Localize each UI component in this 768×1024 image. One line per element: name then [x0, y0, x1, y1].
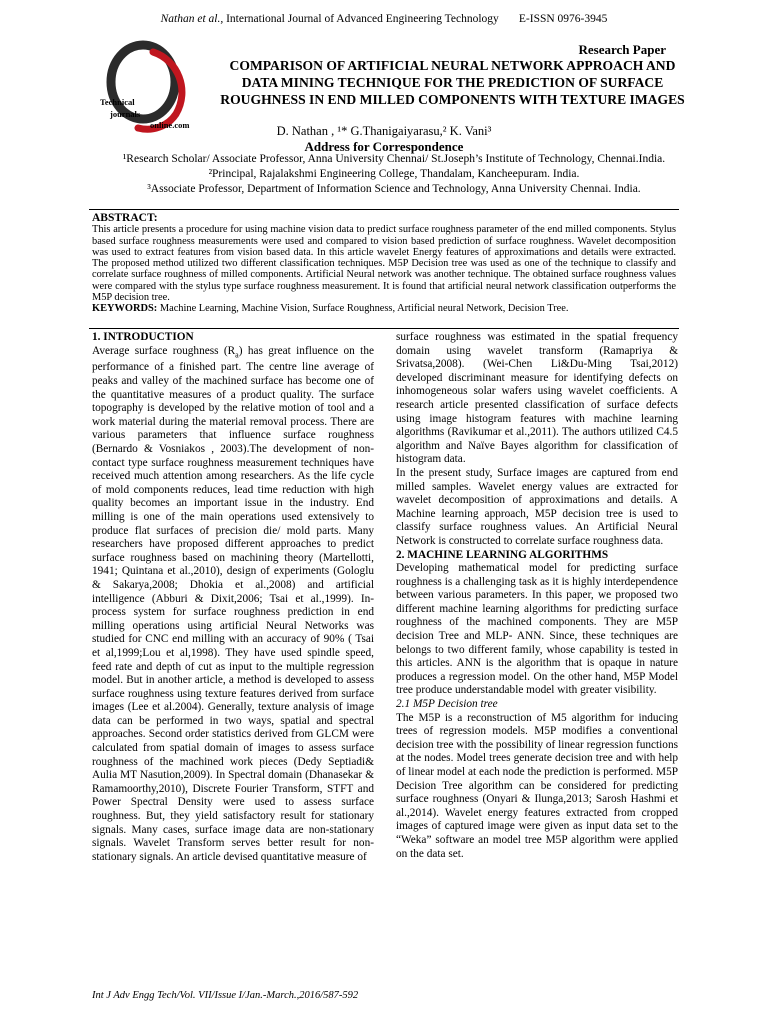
abstract-block — [92, 213, 676, 315]
left-column — [92, 331, 374, 864]
right-paragraph-2: In the present study, Surface images are captured from end milled samples. Wavelet energy values are extracted for wavelet decomposition of approximations and details. A Machine learning approach, M5P decision tree is used to classify surface roughness values. An Artificial Neural Network is constructed to correlate surface roughness data. — [396, 466, 678, 547]
paper-type: Research Paper — [578, 42, 666, 57]
divider-top — [89, 209, 679, 210]
right-paragraph-4: The M5P is a reconstruction of M5 algorithm for inducing trees of regression models. M5P modifies a conventional decision tree with the possibility of linear regression functions at the nodes. Model trees generate decision tree and with help of linear model at each node the prediction is performed. M5P Decision Tree algorithm can be considered for predicting surface roughness (Onyari & Ilunga,2013; Sarosh Hashmi et al.,2014). Wavelet energy features extracted from cropped images of captured image were given as input data set to the “Weka” software an model tree M5P algorithm were applied on the data set. — [396, 711, 678, 860]
ra-subscript: a — [235, 349, 239, 359]
subsection-2-1-heading: 2.1 M5P Decision tree — [396, 698, 498, 711]
intro-paragraph — [92, 345, 374, 865]
keywords-text: Machine Learning, Machine Vision, Surface Roughness, Artificial neural Network, Decision Tree. — [157, 303, 569, 315]
divider-abstract — [89, 328, 679, 329]
affiliation-3: ³Associate Professor, Department of Information Science and Technology, Anna University Chennai. India. — [147, 183, 641, 195]
running-header — [0, 13, 768, 25]
header-journal: International Journal of Advanced Engineering Technology — [223, 13, 499, 25]
keywords-label: KEYWORDS: — [92, 303, 158, 315]
right-paragraph-1: surface roughness was estimated in the spatial frequency domain using wavelet transform (Ramapriya & Srivatsa,2008). (Wei-Chen Li&Du-Ming Tsai,2012) developed discriminant measure for identifying defects on inhomogeneous solar wafers using wavelet coefficients. A research article presented classification of surface defects using image histogram features with machine learning algorithms (Ravikumar et al.,2011). The authors utilized C4.5 algorithm and Naïve Bayes algorithm for classification of histogram data. — [396, 331, 678, 466]
address-heading: Address for Correspondence — [304, 139, 464, 154]
paper-title: COMPARISON OF ARTIFICIAL NEURAL NETWORK APPROACH AND DATA MINING TECHNIQUE FOR THE PREDICTION OF SURFACE ROUGHNESS IN END MILLED COMPONENTS WITH TEXTURE IMAGES — [220, 58, 685, 107]
logo-text-3: online.com — [150, 120, 190, 130]
intro-text-b: ) has great influence on the performance of a finished part. The centre line average of peaks and valley of the machined surface has become one of the quantitative measures of a product quality. The surface topography is developed by the relative motion of tool and a work material during the material removal process. There are various parameters that influence surface roughness (Bernardo & Vosniakos , 2003).The development of non-contact type surface roughness measurement techniques have received much attention among researchers. As the life cycle of mold components reduces, lead time reduction with high quality becomes an important issue in the industry. End milling is one of the main operations used extensively to produce flat surfaces of precision die/ mold parts. Many researchers have proposed different approaches to predict surface roughness based on machining theory (Martellotti, 1941; Quintana et al.,2010), design of experiments (Gologlu & Sakarya,2008; Dhokia et al.,2008) and artificial intelligence (Abburi & Dixit,2006; Tsai et al.,1999). In-process system for surface roughness prediction in end milling operations using artificial Neural Networks was studied for CNC end milling with an accuracy of 90% ( Tsai et al,1999;Lou et al,1998). They have used spindle speed, feed rate and depth of cut as input to the multiple regression model. But in another article, a method is developed to assess surface roughness using texture features derived from surface images (Lee et al.2004). Generally, texture analysis of image data can be performed in two ways, spatial and spectral approaches. Second order statistics derived from GLCM were calculated from spatial domain of images to assess surface roughness of the machined work pieces (Dedy Septiadi& Aulia MT Nasution,2009). In Spectral domain (Dhanasekar & Ramamoorthy,2010), Discrete Fourier Transform, STFT and Power Spectral Density were used to assess surface roughness. But, they yield satisfactory result for stationary signals. Many cases, surface image data are non-stationary signals. Wavelet Transform serves better result for non-stationary signals. An article devised quantitative measure of — [92, 344, 374, 863]
affiliations — [104, 152, 684, 197]
authors-line: D. Nathan , ¹* G.Thanigaiyarasu,² K. Vani³ — [276, 124, 492, 138]
affiliation-1: ¹Research Scholar/ Associate Professor, Anna University Chennai/ St.Joseph’s Institute of Technology, Chennai.India. — [122, 153, 666, 165]
logo-text-1: Technical — [100, 97, 135, 107]
logo-text-2: journals — [110, 109, 141, 119]
affiliation-2: ²Principal, Rajalakshmi Engineering College, Thandalam, Kancheepuram. India. — [208, 168, 580, 180]
keywords — [92, 303, 676, 314]
section-1-heading: 1. INTRODUCTION — [92, 331, 194, 343]
header-issn: E-ISSN 0976-3945 — [518, 13, 608, 25]
intro-text-a: Average surface roughness (R — [92, 344, 236, 357]
section-2-heading: 2. MACHINE LEARNING ALGORITHMS — [396, 548, 609, 561]
right-paragraph-3: Developing mathematical model for predicting surface roughness is a challenging task as it is highly interdependence between various parameters. In this paper, we proposed two different machine learning algorithms for predicting surface roughness of the machined components. They are M5P decision Tree and MLP- ANN. Since, these techniques are belongs to two different family, whose capability is tested in this articles. ANN is the algorithm that is opaque in nature produces a regression model. On the other hand, M5P Model tree produce understandable model with greater visibility. — [396, 562, 678, 697]
right-column — [396, 331, 678, 861]
abstract-heading: ABSTRACT: — [92, 212, 158, 224]
abstract-text: This article presents a procedure for using machine vision data to predict surface roughness parameter of the end milled components. Stylus based surface roughness measurements were used and compared to vision based prediction of surface roughness. Wavelet decomposition was used to extract features from vision based data. In this article wavelet Energy features of approximations and details were extracted. The proposed method utilized two different classification techniques. M5P Decision tree was used as one of the technique to classify and correlate surface roughness of milled components. Artificial Neural network was another technique. The obtained surface roughness values were compared with the stylus type surface roughness measurement. It is found that artificial neural network classification outperforms the M5P decision tree. — [92, 224, 676, 304]
page-footer: Int J Adv Engg Tech/Vol. VII/Issue I/Jan.-March.,2016/587-592 — [92, 990, 359, 1001]
header-authors: Nathan et al., — [160, 13, 224, 25]
